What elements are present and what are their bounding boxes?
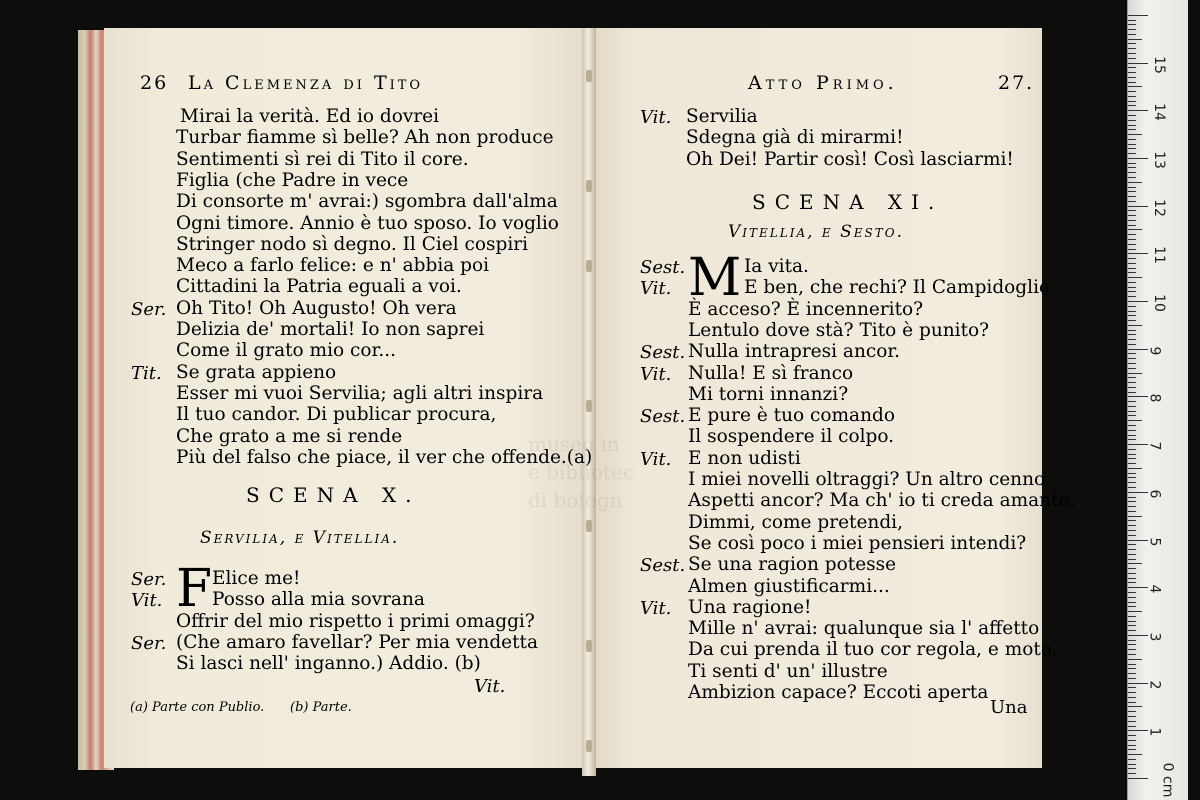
verse-line: Cittadini la Patria eguali a voi.: [176, 276, 462, 298]
ruler-tick: [1128, 387, 1136, 388]
ruler-tick: [1128, 134, 1142, 135]
verse-line: Oh Tito! Oh Augusto! Oh vera: [176, 297, 457, 319]
ruler-tick: [1128, 754, 1142, 755]
verse-line: Sentimenti sì rei di Tito il core.: [176, 148, 469, 170]
ruler-tick: [1128, 144, 1136, 145]
ruler-tick: [1128, 525, 1136, 526]
ruler-tick: [1128, 430, 1136, 431]
ruler-number: 3: [1146, 632, 1163, 642]
ruler-tick: [1128, 320, 1136, 321]
ruler-tick: [1128, 96, 1136, 97]
speaker-label: Vit.: [640, 278, 672, 300]
ruler-tick: [1128, 125, 1136, 126]
ruler-tick: [1128, 63, 1148, 64]
ruler-tick: [1128, 339, 1136, 340]
ruler-tick: [1128, 110, 1148, 111]
ruler-tick: [1128, 48, 1136, 49]
ruler-tick: [1128, 301, 1148, 302]
ruler-tick: [1128, 568, 1136, 569]
watermark-line-1: museo in: [528, 432, 620, 456]
ruler-tick: [1128, 272, 1136, 273]
ruler-tick: [1128, 773, 1136, 774]
speaker-label: Ser.: [131, 298, 167, 320]
ruler-tick: [1128, 67, 1136, 68]
ruler-tick: [1128, 91, 1136, 92]
ruler-tick: [1128, 368, 1136, 369]
verse-line: Ia vita.: [744, 256, 809, 277]
ruler-tick: [1128, 225, 1136, 226]
ruler-tick: [1128, 139, 1136, 140]
verse-line: Una ragione!: [688, 596, 812, 618]
verse-line: Lentulo dove stà? Tito è punito?: [688, 319, 990, 341]
ruler-number: 15: [1150, 55, 1167, 74]
verse-line: Il tuo candor. Di publicar procura,: [176, 404, 497, 426]
ruler-tick: [1128, 602, 1136, 603]
ruler-tick: [1128, 721, 1136, 722]
scene-x-persons: Servilia, e Vitellia.: [200, 528, 400, 548]
ruler-tick: [1128, 306, 1136, 307]
ruler-tick: [1128, 182, 1142, 183]
ruler-tick: [1128, 239, 1136, 240]
ruler-tick: [1128, 296, 1136, 297]
ruler-tick: [1128, 616, 1136, 617]
ruler-tick: [1128, 229, 1142, 230]
ruler-tick: [1128, 20, 1136, 21]
ruler-tick: [1128, 58, 1136, 59]
speaker-label: Vit.: [640, 107, 672, 128]
ruler-tick: [1128, 210, 1136, 211]
ruler-tick: [1128, 406, 1136, 407]
verse-line: Turbar fiamme sì belle? Ah non produce: [176, 127, 554, 149]
ruler-tick: [1128, 473, 1136, 474]
ruler-tick: [1128, 683, 1148, 684]
ruler-tick: [1128, 163, 1136, 164]
ruler-tick: [1128, 392, 1136, 393]
ruler-tick: [1128, 463, 1136, 464]
verse-line: Dimmi, come pretendi,: [688, 511, 903, 533]
ruler-number: 13: [1150, 150, 1167, 169]
ruler-tick: [1128, 315, 1136, 316]
ruler-tick: [1128, 311, 1136, 312]
ruler-tick: [1128, 678, 1136, 679]
ruler-tick: [1128, 415, 1136, 416]
ruler-tick: [1128, 530, 1136, 531]
verse-line: Più del falso che piace, il ver che offende.(a): [176, 446, 593, 468]
ruler-tick: [1128, 492, 1148, 493]
ruler-tick: [1128, 334, 1136, 335]
speaker-label: Sest.: [640, 342, 686, 364]
ruler-tick: [1128, 249, 1136, 250]
verse-line: Mi torni innanzi?: [688, 383, 849, 405]
ruler-number: 5: [1146, 537, 1163, 546]
ruler-tick: [1128, 740, 1136, 741]
ruler-tick: [1128, 115, 1136, 116]
ruler-tick: [1128, 635, 1148, 636]
binding-stitch: [586, 640, 592, 652]
right-running-title: Atto Primo.: [748, 72, 898, 94]
ruler-tick: [1128, 516, 1142, 517]
ruler-tick: [1128, 167, 1136, 168]
verse-line: Posso alla mia sovrana: [212, 589, 425, 611]
ruler-tick: [1128, 759, 1136, 760]
ruler-tick: [1128, 468, 1142, 469]
verse-line: Ti senti d' un' illustre: [688, 660, 888, 682]
verse-line: Se una ragion potesse: [688, 554, 897, 576]
ruler-tick: [1128, 730, 1148, 731]
verse-line: Ogni timore. Annio è tuo sposo. Io voglio: [176, 212, 559, 234]
ruler-tick: [1128, 282, 1136, 283]
ruler-tick: [1128, 401, 1136, 402]
verse-line: Nulla! E sì franco: [688, 362, 854, 384]
ruler-tick: [1128, 735, 1136, 736]
ruler-tick: [1128, 649, 1136, 650]
verse-line: Almen giustificarmi...: [688, 575, 890, 597]
verse-line: Mille n' avrai: qualunque sia l' affetto: [688, 618, 1040, 640]
ruler-tick: [1128, 234, 1136, 235]
measurement-ruler: [1127, 0, 1188, 800]
ruler-tick: [1128, 726, 1136, 727]
ruler-tick: [1128, 449, 1136, 450]
ruler-tick: [1128, 711, 1136, 712]
ruler-tick: [1128, 611, 1142, 612]
verse-line: E ben, che rechi? Il Campidoglio: [744, 277, 1051, 299]
ruler-tick: [1128, 373, 1142, 374]
ruler-tick: [1128, 206, 1148, 207]
left-running-title: La Clemenza di Tito: [188, 72, 424, 94]
ruler-tick: [1128, 177, 1136, 178]
verse-line: Da cui prenda il tuo cor regola, e moto.: [688, 639, 1058, 661]
speaker-label: Vit.: [640, 597, 672, 619]
ruler-tick: [1128, 215, 1136, 216]
ruler-tick: [1128, 606, 1136, 607]
right-page-number: 27.: [998, 72, 1035, 94]
ruler-tick: [1128, 344, 1136, 345]
ruler-tick: [1128, 129, 1136, 130]
binding-stitch: [586, 520, 592, 532]
ruler-tick: [1128, 716, 1136, 717]
speaker-label: Vit.: [640, 363, 672, 385]
verse-line: Elice me!: [212, 568, 301, 589]
ruler-tick: [1128, 563, 1142, 564]
watermark-line-2: e bibliotec: [528, 460, 635, 484]
verse-line: Ambizion capace? Eccoti aperta: [688, 682, 989, 703]
ruler-tick: [1128, 158, 1148, 159]
ruler-tick: [1128, 654, 1136, 655]
ruler-tick: [1128, 77, 1136, 78]
footnote-a: (a) Parte con Publio.: [130, 700, 265, 715]
verse-line: Offrir del mio rispetto i primi omaggi?: [176, 610, 535, 632]
ruler-tick: [1128, 120, 1136, 121]
ruler-tick: [1128, 582, 1136, 583]
verse-line: Delizia de' mortali! Io non saprei: [176, 319, 485, 340]
ruler-tick: [1128, 53, 1136, 54]
ruler-tick: [1128, 587, 1148, 588]
verse-line: Servilia: [686, 106, 758, 127]
ruler-number: 11: [1150, 246, 1167, 265]
ruler-number: 6: [1146, 489, 1163, 499]
ruler-tick: [1128, 625, 1136, 626]
speaker-label: Sest.: [640, 257, 686, 278]
verse-line: Aspetti ancor? Ma ch' io ti creda amante,: [688, 490, 1076, 512]
verse-line: Sdegna già di mirarmi!: [686, 127, 904, 149]
binding-stitch: [586, 740, 592, 752]
ruler-tick: [1128, 86, 1142, 87]
ruler-tick: [1128, 597, 1136, 598]
ruler-tick: [1128, 544, 1136, 545]
ruler-tick: [1128, 187, 1136, 188]
ruler-number: 14: [1150, 103, 1167, 122]
ruler-number: 0 cm: [1159, 762, 1176, 798]
speaker-label: Sest.: [640, 406, 686, 428]
ruler-number: 2: [1146, 680, 1163, 690]
ruler-tick: [1128, 497, 1136, 498]
binding-stitch: [586, 70, 592, 82]
ruler-tick: [1128, 349, 1148, 350]
speaker-label: Vit.: [131, 590, 163, 612]
scene-x-title: SCENA X.: [246, 483, 421, 507]
ruler-tick: [1128, 420, 1142, 421]
ruler-tick: [1128, 764, 1136, 765]
ruler-tick: [1128, 358, 1136, 359]
verse-line: Di consorte m' avrai:) sgombra dall'alma: [176, 191, 558, 213]
ruler-tick: [1128, 363, 1136, 364]
ruler-tick: [1128, 325, 1142, 326]
verse-line: E non udisti: [688, 447, 801, 469]
binding-stitch: [586, 400, 592, 412]
verse-line: Che grato a me si rende: [176, 425, 403, 447]
ruler-tick: [1128, 263, 1136, 264]
ruler-number: 4: [1146, 584, 1163, 594]
ruler-tick: [1128, 148, 1136, 149]
ruler-tick: [1128, 253, 1148, 254]
ruler-tick: [1128, 702, 1136, 703]
ruler-tick: [1128, 482, 1136, 483]
ruler-number: 12: [1150, 198, 1167, 217]
ruler-tick: [1128, 425, 1136, 426]
speaker-label: Tit.: [131, 362, 162, 384]
verse-line: Se grata appieno: [176, 361, 337, 383]
ruler-tick: [1128, 196, 1136, 197]
ruler-tick: [1128, 101, 1136, 102]
ruler-tick: [1128, 630, 1136, 631]
left-catchword: Vit.: [474, 676, 506, 697]
ruler-number: 1: [1146, 727, 1163, 737]
ruler-tick: [1128, 29, 1136, 30]
binding-stitch: [586, 260, 592, 272]
verse-line: Come il grato mio cor...: [176, 340, 396, 362]
scene-xi-persons: Vitellia, e Sesto.: [728, 222, 904, 242]
ruler-tick: [1128, 644, 1136, 645]
ruler-tick: [1128, 382, 1136, 383]
ruler-tick: [1128, 43, 1136, 44]
verse-line: I miei novelli oltraggi? Un altro cenno: [688, 469, 1046, 490]
ruler-tick: [1128, 549, 1136, 550]
left-drop-cap: F: [176, 559, 213, 619]
verse-line: Meco a farlo felice: e n' abbia poi: [176, 255, 490, 277]
ruler-tick: [1128, 277, 1142, 278]
ruler-tick: [1128, 24, 1136, 25]
ruler-tick: [1128, 697, 1136, 698]
ruler-tick: [1128, 411, 1136, 412]
ruler-tick: [1128, 745, 1136, 746]
binding-stitch: [586, 180, 592, 192]
ruler-tick: [1128, 559, 1136, 560]
ruler-tick: [1128, 640, 1136, 641]
verse-line: Mirai la verità. Ed io dovrei: [180, 106, 440, 127]
verse-line: Esser mi vuoi Servilia; agli altri inspira: [176, 382, 544, 404]
ruler-tick: [1128, 444, 1148, 445]
ruler-tick: [1128, 511, 1136, 512]
ruler-tick: [1128, 578, 1136, 579]
ruler-tick: [1128, 458, 1136, 459]
ruler-tick: [1128, 535, 1136, 536]
ruler-tick: [1128, 72, 1136, 73]
ruler-tick: [1128, 749, 1136, 750]
ruler-tick: [1128, 687, 1136, 688]
ruler-tick: [1128, 554, 1136, 555]
speaker-label: Ser.: [131, 632, 167, 654]
ruler-tick: [1128, 501, 1136, 502]
ruler-tick: [1128, 39, 1142, 40]
ruler-tick: [1128, 439, 1136, 440]
ruler-tick: [1128, 778, 1148, 779]
ruler-tick: [1128, 454, 1136, 455]
verse-line: Oh Dei! Partir così! Così lasciarmi!: [686, 148, 1014, 170]
ruler-tick: [1128, 692, 1136, 693]
ruler-tick: [1128, 201, 1136, 202]
ruler-tick: [1128, 220, 1136, 221]
ruler-tick: [1128, 153, 1136, 154]
ruler-number: 9: [1146, 346, 1163, 356]
ruler-tick: [1128, 668, 1136, 669]
ruler-tick: [1128, 621, 1136, 622]
speaker-label: Vit.: [640, 448, 672, 470]
scene-xi-title: SCENA XI.: [752, 190, 944, 214]
right-drop-cap: M: [688, 248, 742, 308]
ruler-tick: [1128, 477, 1136, 478]
ruler-tick: [1128, 82, 1136, 83]
ruler-tick: [1128, 673, 1136, 674]
verse-line: Figlia (che Padre in vece: [176, 169, 409, 191]
ruler-tick: [1128, 105, 1136, 106]
ruler-tick: [1128, 191, 1136, 192]
ruler-tick: [1128, 244, 1136, 245]
ruler-number: 8: [1146, 393, 1163, 403]
ruler-tick: [1128, 330, 1136, 331]
ruler-number: 7: [1146, 441, 1163, 451]
ruler-tick: [1128, 291, 1136, 292]
ruler-tick: [1128, 592, 1136, 593]
verse-line: (Che amaro favellar? Per mia vendetta: [176, 631, 539, 653]
verse-line: Si lasci nell' inganno.) Addio. (b): [176, 653, 481, 675]
speaker-label: Ser.: [131, 569, 167, 590]
ruler-tick: [1128, 664, 1136, 665]
ruler-tick: [1128, 435, 1136, 436]
ruler-tick: [1128, 487, 1136, 488]
ruler-tick: [1128, 172, 1136, 173]
ruler-tick: [1128, 706, 1142, 707]
ruler-tick: [1128, 353, 1136, 354]
ruler-tick: [1128, 268, 1136, 269]
ruler-tick: [1128, 659, 1142, 660]
verse-line: Se così poco i miei pensieri intendi?: [688, 532, 1027, 554]
watermark-line-3: di bologn: [528, 488, 623, 512]
ruler-tick: [1128, 15, 1148, 16]
verse-line: Il sospendere il colpo.: [688, 426, 895, 448]
verse-line: È acceso? È incennerito?: [688, 298, 924, 320]
verse-line: Stringer nodo sì degno. Il Ciel cospiri: [176, 233, 529, 255]
ruler-tick: [1128, 377, 1136, 378]
ruler-tick: [1128, 540, 1148, 541]
ruler-tick: [1128, 573, 1136, 574]
verse-line: Nulla intrapresi ancor.: [688, 341, 901, 363]
ruler-tick: [1128, 258, 1136, 259]
ruler-tick: [1128, 520, 1136, 521]
ruler-tick: [1128, 287, 1136, 288]
ruler-tick: [1128, 34, 1136, 35]
left-page-number: 26: [140, 72, 169, 94]
footnote-b: (b) Parte.: [290, 700, 352, 715]
verse-line: E pure è tuo comando: [688, 405, 895, 427]
ruler-tick: [1128, 768, 1136, 769]
ruler-number: 10: [1150, 294, 1167, 312]
ruler-tick: [1128, 506, 1136, 507]
speaker-label: Sest.: [640, 555, 686, 577]
ruler-tick: [1128, 396, 1148, 397]
right-catchword: Una: [990, 697, 1028, 718]
